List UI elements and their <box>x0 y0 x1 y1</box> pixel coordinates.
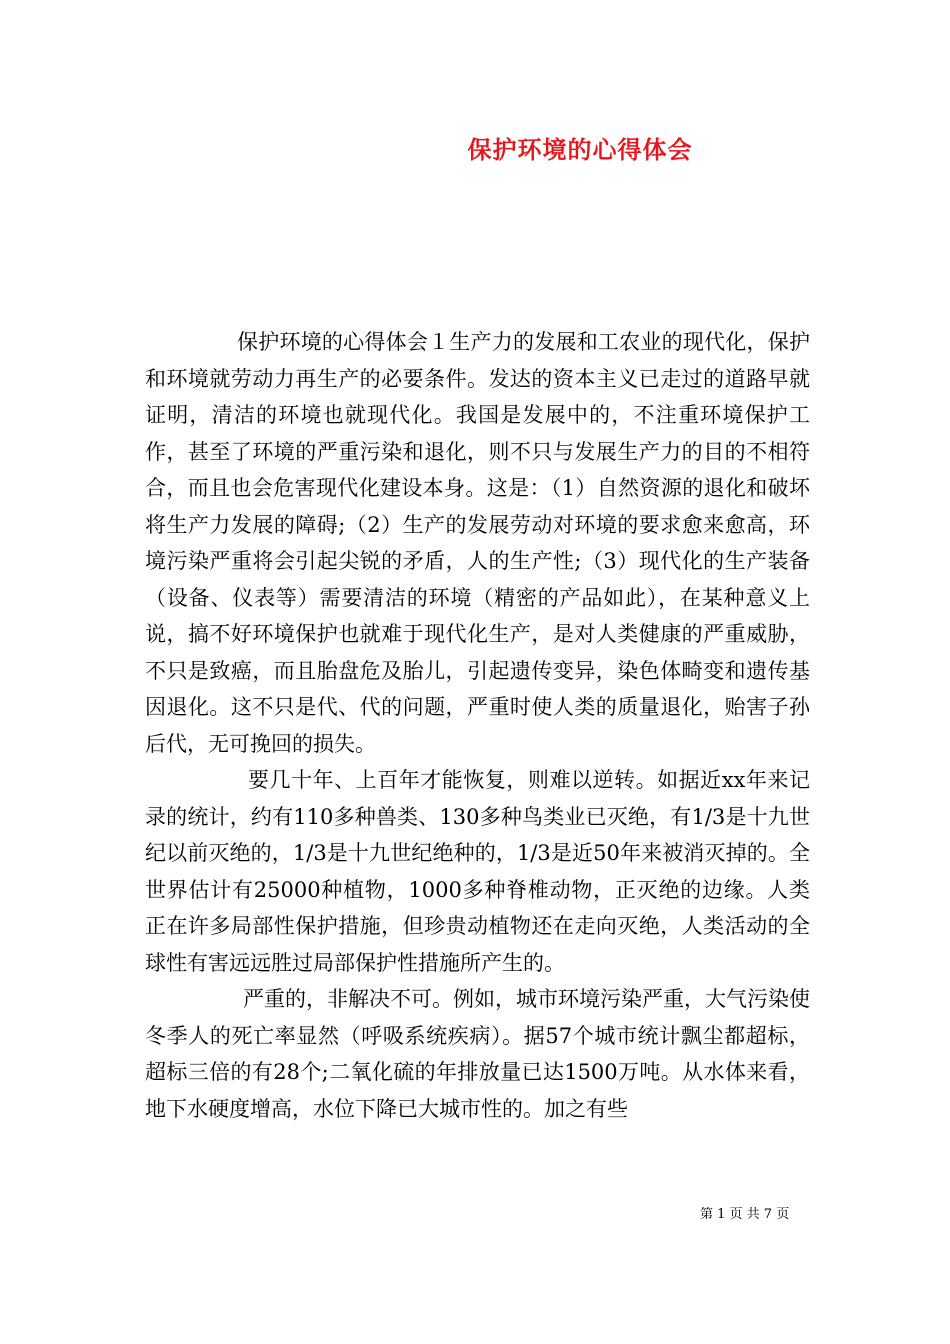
document-title: 保护环境的心得体会 <box>467 135 693 164</box>
paragraph: 保护环境的心得体会１生产力的发展和工农业的现代化，保护和环境就劳动力再生产的必要条件。发达的资本主义已走过的道路早就证明，清洁的环境也就现代化。我国是发展中的，不注重环境保护工作，甚至了环境的严重污染和退化，则不只与发展生产力的目的不相符合，而且也会危害现代化建设本身。这是：（1）自然资源的退化和破坏将生产力发展的障碍;（2）生产的发展劳动对环境的要求愈来愈高，环境污染严重将会引起尖锐的矛盾，人的生产性;（3）现代化的生产装备（设备、仪表等）需要清洁的环境（精密的产品如此），在某种意义上说，搞不好环境保护也就难于现代化生产，是对人类健康的严重威胁，不只是致癌，而且胎盘危及胎儿，引起遗传变异，染色体畸变和遗传基因退化。这不只是代、代的问题，严重时使人类的质量退化，贻害子孙后代，无可挽回的损失。 <box>145 330 810 756</box>
paragraph: 严重的，非解决不可。例如，城市环境污染严重，大气污染使冬季人的死亡率显然（呼吸系统疾病）。据57个城市统计飘尘都超标，超标三倍的有28个;二氧化硫的年排放量已达1500万吨。从水体来看，地下水硬度增高，水位下降已大城市性的。加之有些 <box>145 987 810 1121</box>
paragraph: 要几十年、上百年才能恢复，则难以逆转。如据近xx年来记录的统计，约有110多种兽类、130多种鸟类业已灭绝，有1/3是十九世纪以前灭绝的，1/3是十九世纪绝种的，1/3是近50年来被消灭掉的。全世界估计有25000种植物，1000多种脊椎动物，正灭绝的边缘。人类正在许多局部性保护措施，但珍贵动植物还在走向灭绝，人类活动的全球性有害远远胜过局部保护性措施所产生的。 <box>145 768 810 975</box>
page-footer: 第 1 页 共 7 页 <box>700 1207 790 1222</box>
document-body <box>145 324 810 1127</box>
